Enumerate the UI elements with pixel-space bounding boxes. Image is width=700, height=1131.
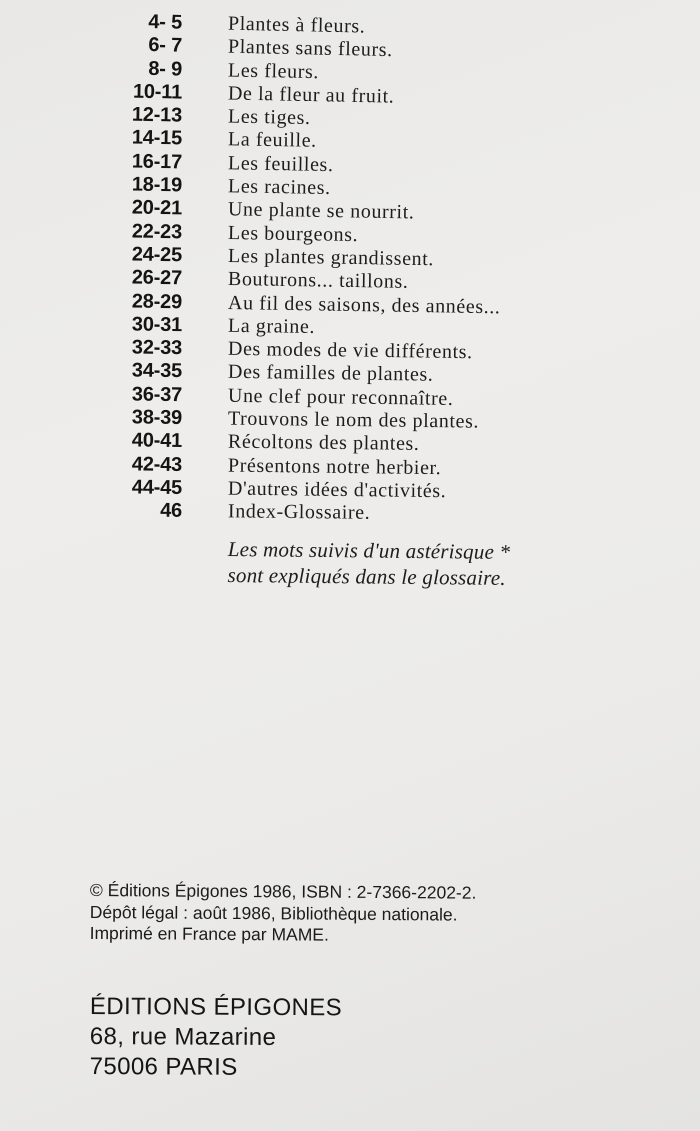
toc-page-range: 6- 7	[148, 34, 183, 58]
toc-entry-title: Plantes à fleurs.	[227, 12, 366, 38]
toc-row	[100, 499, 660, 528]
toc-page-range: 40-41	[131, 429, 183, 453]
toc-entry-title: Récoltons des plantes.	[227, 430, 420, 456]
glossary-note	[227, 536, 510, 591]
toc-page-range: 18-19	[131, 173, 183, 197]
glossary-note-line: sont expliqués dans le glossaire.	[227, 562, 506, 590]
toc-page-range: 38-39	[131, 406, 183, 430]
toc-entry-title: D'autres idées d'activités.	[227, 477, 447, 503]
toc-entry-title: De la fleur au fruit.	[227, 82, 395, 108]
toc-entry-title: Les plantes grandissent.	[227, 244, 435, 271]
toc-entry-title: Une clef pour reconnaître.	[227, 384, 454, 410]
toc-entry-title: La feuille.	[227, 128, 317, 153]
toc-entry-title: Présentons notre herbier.	[227, 454, 442, 479]
publisher-name: ÉDITIONS ÉPIGONES	[89, 993, 343, 1022]
toc-entry-title: Des familles de plantes.	[227, 361, 434, 387]
toc-entry-title: Bouturons... taillons.	[227, 268, 409, 294]
toc-page-range: 12-13	[131, 103, 183, 127]
glossary-note-line: Les mots suivis d'un astérisque *	[227, 536, 511, 564]
toc-page-range: 16-17	[131, 150, 183, 174]
toc-page-range: 20-21	[131, 196, 183, 220]
table-of-contents	[100, 10, 660, 523]
publisher-address	[90, 992, 343, 1083]
toc-page-range: 32-33	[131, 336, 183, 360]
toc-page-range: 24-25	[131, 243, 183, 267]
toc-page-range: 44-45	[131, 476, 183, 499]
toc-page-range: 26-27	[131, 266, 183, 290]
toc-page-range: 36-37	[131, 383, 183, 406]
copyright-line: © Éditions Épigones 1986, ISBN : 2-7366-2202-2.	[89, 880, 477, 903]
toc-entry-title: La graine.	[227, 314, 316, 338]
toc-entry-title: Les fleurs.	[227, 59, 320, 83]
toc-entry-title: Les tiges.	[227, 105, 311, 130]
printer-line: Imprimé en France par MAME.	[89, 922, 329, 945]
legal-notice	[90, 880, 477, 947]
toc-entry-title: Index-Glossaire.	[227, 500, 371, 525]
toc-page-range: 28-29	[131, 290, 183, 313]
toc-page-range: 22-23	[131, 220, 183, 243]
toc-entry-title: Plantes sans fleurs.	[227, 35, 393, 62]
toc-page-range: 8- 9	[148, 57, 183, 81]
publisher-street: 68, rue Mazarine	[89, 1022, 277, 1051]
toc-page-range: 4- 5	[148, 11, 183, 34]
toc-page-range: 42-43	[131, 453, 183, 476]
toc-entry-title: Les feuilles.	[227, 152, 334, 176]
toc-entry-title: Trouvons le nom des plantes.	[227, 407, 480, 433]
toc-page-range: 10-11	[132, 80, 183, 104]
toc-entry-title: Une plante se nourrit.	[227, 198, 415, 224]
toc-page-range: 46	[160, 499, 183, 523]
publisher-city: 75006 PARIS	[89, 1052, 238, 1081]
toc-page-range: 30-31	[131, 313, 183, 337]
toc-entry-title: Des modes de vie différents.	[227, 337, 473, 364]
toc-entry-title: Les bourgeons.	[227, 221, 359, 246]
toc-page-range: 34-35	[131, 359, 183, 383]
toc-entry-title: Les racines.	[227, 175, 331, 200]
toc-entry-title: Au fil des saisons, des années...	[227, 291, 501, 318]
legal-deposit-line: Dépôt légal : août 1986, Bibliothèque nationale.	[89, 901, 458, 925]
toc-page-range: 14-15	[131, 127, 183, 150]
